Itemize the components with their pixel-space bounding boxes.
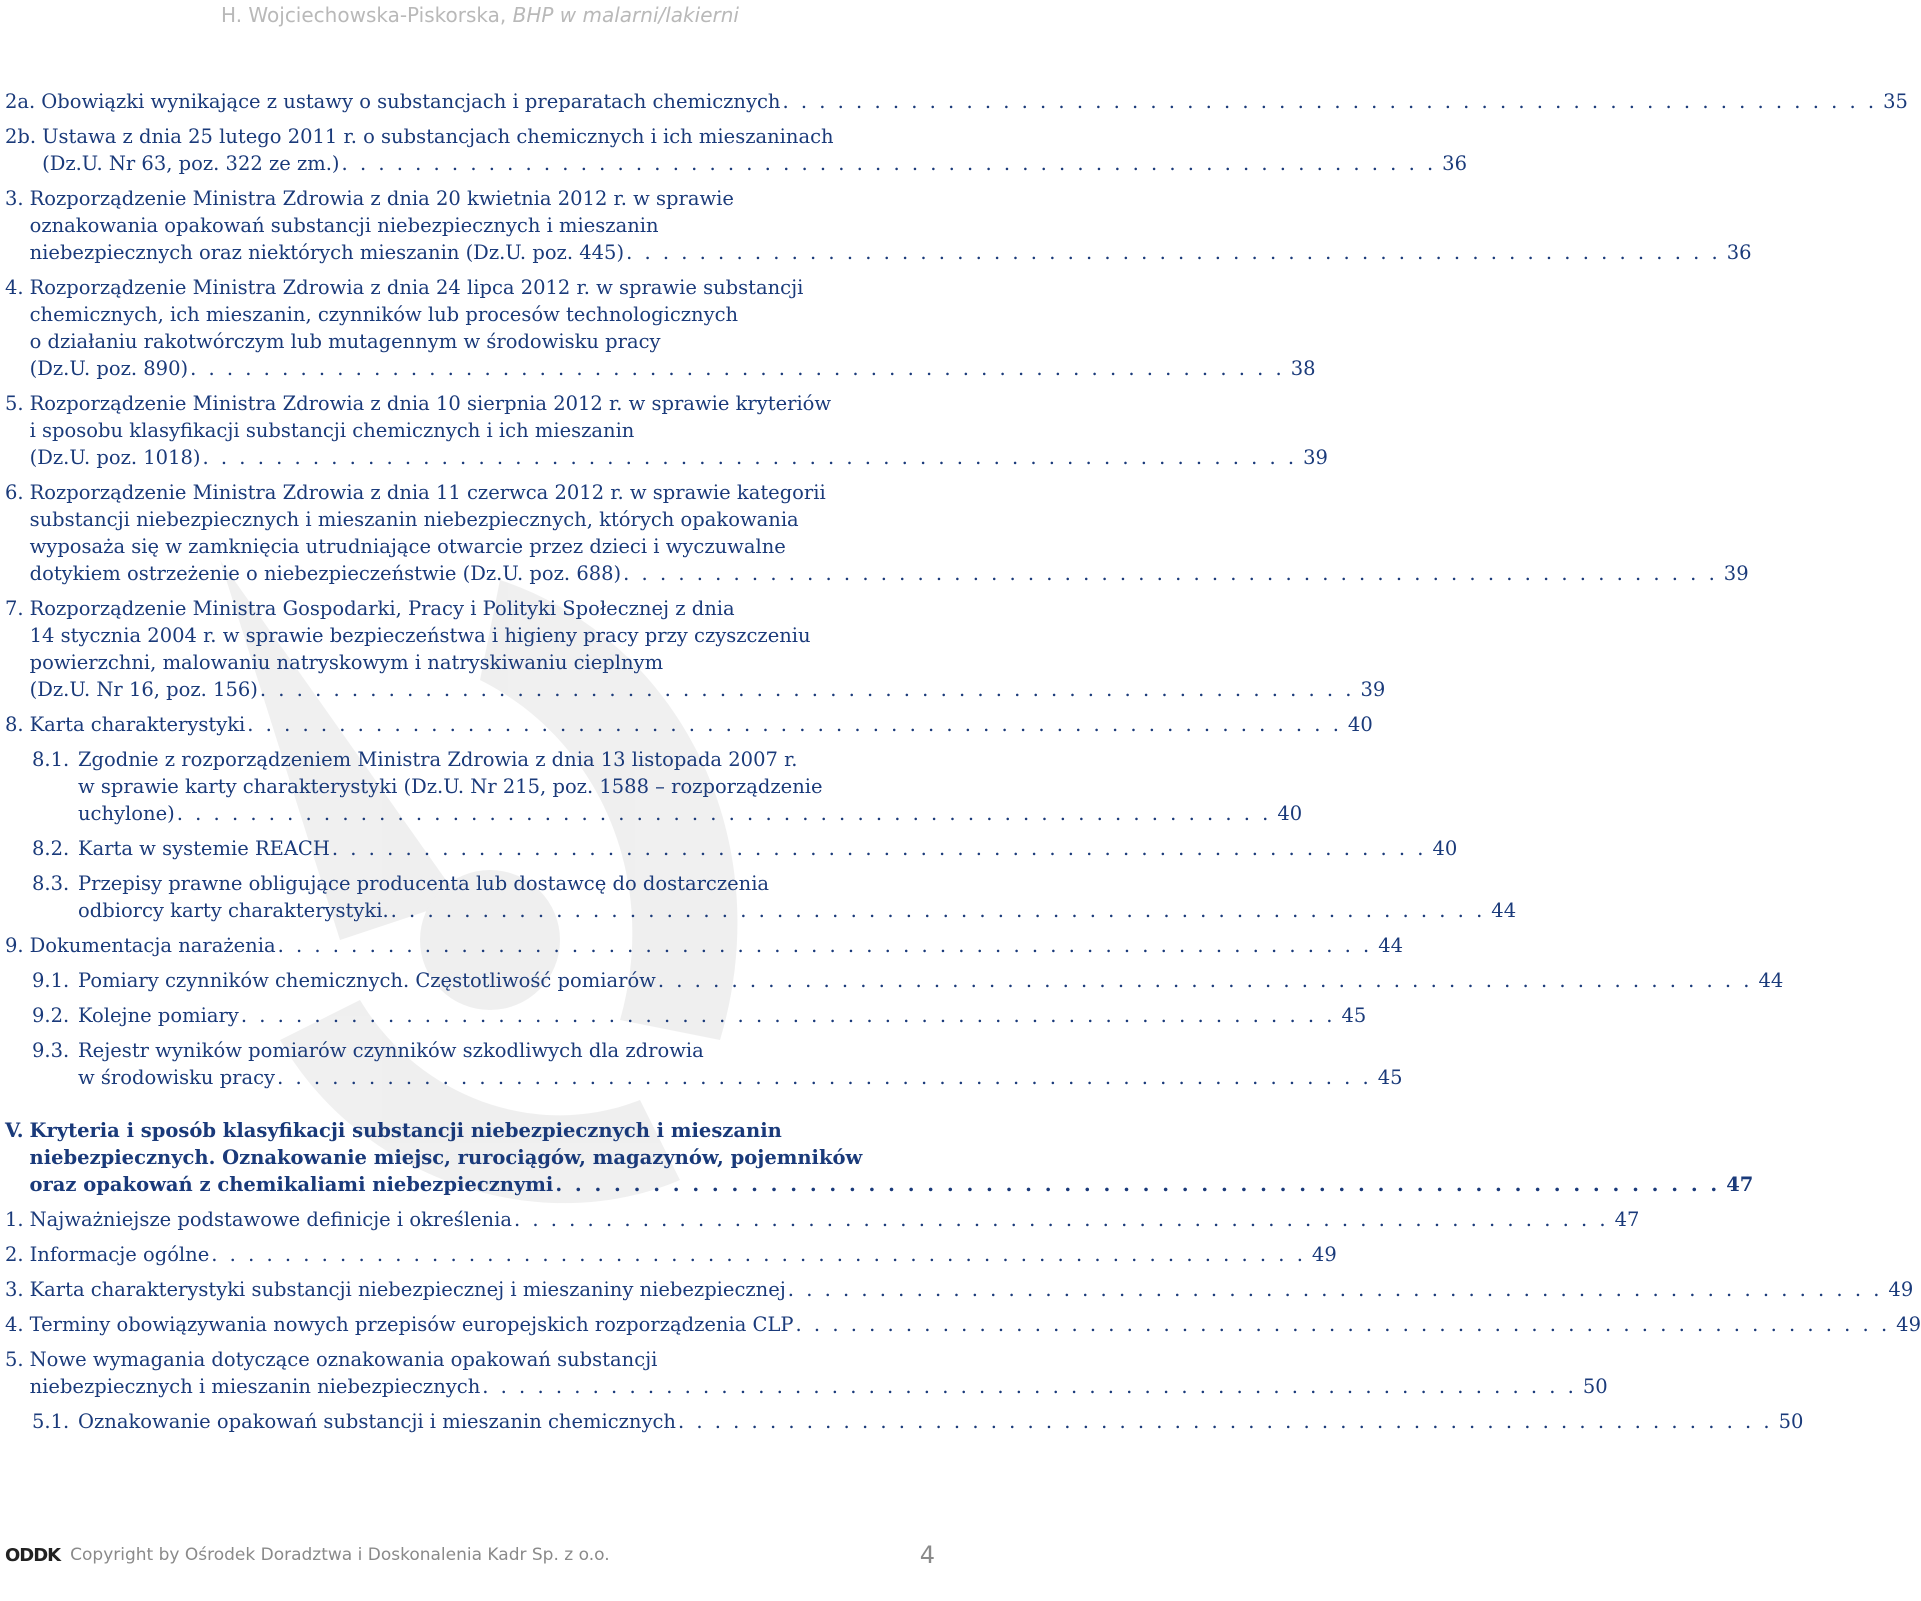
- toc-entry-last-line: [30, 676, 1386, 703]
- dot-leader: . . . . . . . . . . . . . . . . . . . . . . . . . . . . . . . . . . . . . . . . . . . . . . . . . . . . . . . . . . . .: [782, 90, 1878, 113]
- toc-entry-line: Rozporządzenie Ministra Gospodarki, Pracy i Polityki Społecznej z dnia: [29, 597, 735, 620]
- toc-entry: [0, 274, 1316, 382]
- toc-entry-title: (Dz.U. poz. 890): [29, 357, 189, 380]
- toc-entry-body: [72, 870, 1516, 924]
- toc-entry-page: 50: [1778, 1410, 1804, 1433]
- dot-leader: . . . . . . . . . . . . . . . . . . . . . . . . . . . . . . . . . . . . . . . . . . . . . . . . . . . . . . . . . . . .: [482, 1375, 1577, 1398]
- toc-entry-number: 1.: [5, 1208, 24, 1231]
- toc-entry-page: 39: [1303, 446, 1328, 469]
- toc-entry-last-line: [78, 967, 1783, 994]
- toc-entry: [0, 1241, 1337, 1268]
- toc-entry-body: [24, 1276, 1914, 1303]
- dot-leader: . . . . . . . . . . . . . . . . . . . . . . . . . . . . . . . . . . . . . . . . . . . . . . . . . . . . . . . . . . . .: [247, 713, 1342, 736]
- toc-entry-number: 6.: [5, 481, 24, 504]
- toc-entry-title: niebezpiecznych oraz niektórych mieszanin (Dz.U. poz. 445): [29, 241, 625, 264]
- toc-entry-title: Karta charakterystyki substancji niebezpiecznej i mieszaniny niebezpiecznej: [29, 1278, 786, 1301]
- toc-entry-last-line: [78, 1064, 1403, 1091]
- toc-entry-body: [24, 390, 1328, 471]
- toc-entry-page: 49: [1896, 1313, 1921, 1336]
- toc-entry-number: 5.: [5, 1348, 24, 1371]
- toc-entry-body: [24, 595, 1386, 703]
- toc-entry-last-line: [30, 1311, 1921, 1338]
- toc-entry-line: oznakowania opakowań substancji niebezpiecznych i mieszanin: [29, 214, 659, 237]
- table-of-contents: [0, 88, 1921, 1443]
- toc-entry-line: niebezpiecznych. Oznakowanie miejsc, rurociągów, magazynów, pojemników: [29, 1146, 863, 1169]
- toc-entry-last-line: [30, 444, 1328, 471]
- toc-entry-line: wyposaża się w zamknięcia utrudniające otwarcie przez dzieci i wyczuwalne: [29, 535, 786, 558]
- toc-entry-body: [24, 274, 1316, 382]
- toc-entry-page: 49: [1311, 1243, 1337, 1266]
- toc-entry-body: [72, 1037, 1403, 1091]
- toc-entry-page: 44: [1758, 969, 1784, 992]
- toc-entry-page: 44: [1491, 899, 1517, 922]
- toc-entry-number: 2b.: [5, 125, 37, 148]
- toc-entry-page: 47: [1726, 1173, 1754, 1196]
- toc-entry-last-line: [30, 560, 1749, 587]
- toc-entry-title: Terminy obowiązywania nowych przepisów europejskich rozporządzenia CLP: [29, 1313, 794, 1336]
- toc-entry-page: 49: [1888, 1278, 1914, 1301]
- toc-entry-title: (Dz.U. Nr 63, poz. 322 ze zm.): [42, 152, 340, 175]
- toc-entry-last-line: [78, 1408, 1803, 1435]
- toc-entry-line: Rozporządzenie Ministra Zdrowia z dnia 11 czerwca 2012 r. w sprawie kategorii: [29, 481, 826, 504]
- toc-entry: [0, 1206, 1640, 1233]
- dot-leader: . . . . . . . . . . . . . . . . . . . . . . . . . . . . . . . . . . . . . . . . . . . . . . . . . . . . . . . . . . . .: [331, 837, 1427, 860]
- toc-entry-title: Obowiązki wynikające z ustawy o substancjach i preparatach chemicznych: [41, 90, 781, 113]
- dot-leader: . . . . . . . . . . . . . . . . . . . . . . . . . . . . . . . . . . . . . . . . . . . . . . . . . . . . . . . . . . . .: [787, 1278, 1883, 1301]
- toc-entry-line: w sprawie karty charakterystyki (Dz.U. Nr 215, poz. 1588 – rozporządzenie: [78, 775, 823, 798]
- running-header: [0, 0, 960, 30]
- toc-entry-line: Rejestr wyników pomiarów czynników szkodliwych dla zdrowia: [78, 1039, 704, 1062]
- toc-entry-number: 9.1.: [32, 969, 70, 992]
- toc-entry-body: [24, 1206, 1640, 1233]
- toc-entry-body: [72, 746, 1302, 827]
- toc-entry-number: 2a.: [5, 90, 36, 113]
- toc-entry-line: Ustawa z dnia 25 lutego 2011 r. o substancjach chemicznych i ich mieszaninach: [42, 125, 834, 148]
- publisher-logo: ODDK: [5, 1544, 61, 1566]
- toc-entry: [0, 746, 1303, 827]
- toc-entry-title: (Dz.U. poz. 1018): [29, 446, 201, 469]
- toc-entry-title: (Dz.U. Nr 16, poz. 156): [29, 678, 258, 701]
- toc-entry-number: 2.: [5, 1243, 24, 1266]
- toc-entry-page: 40: [1432, 837, 1458, 860]
- toc-entry-title: odbiorcy karty charakterystyki.: [78, 899, 389, 922]
- toc-entry-number: 8.3.: [32, 872, 70, 895]
- toc-entry-title: Karta w systemie REACH: [78, 837, 330, 860]
- toc-entry-page: 36: [1726, 241, 1752, 264]
- toc-entry-page: 39: [1723, 562, 1749, 585]
- dot-leader: . . . . . . . . . . . . . . . . . . . . . . . . . . . . . . . . . . . . . . . . . . . . . . . . . . . . . . . . . . . .: [555, 1173, 1721, 1196]
- dot-leader: . . . . . . . . . . . . . . . . . . . . . . . . . . . . . . . . . . . . . . . . . . . . . . . . . . . . . . . . . . . .: [513, 1208, 1609, 1231]
- toc-entry-body: [24, 711, 1373, 738]
- toc-entry-line: 14 stycznia 2004 r. w sprawie bezpieczeństwa i higieny pracy przy czyszczeniu: [29, 624, 811, 647]
- toc-entry: [0, 1002, 1367, 1029]
- toc-entry-title: oraz opakowań z chemikaliami niebezpiecznymi: [29, 1173, 554, 1196]
- toc-entry: [0, 1276, 1914, 1303]
- toc-entry-page: 45: [1341, 1004, 1367, 1027]
- toc-entry-line: Zgodnie z rozporządzeniem Ministra Zdrowia z dnia 13 listopada 2007 r.: [78, 748, 798, 771]
- toc-entry-title: Pomiary czynników chemicznych. Częstotliwość pomiarów: [78, 969, 656, 992]
- toc-entry-page: 47: [1614, 1208, 1640, 1231]
- toc-entry-line: Rozporządzenie Ministra Zdrowia z dnia 10 sierpnia 2012 r. w sprawie kryteriów: [29, 392, 832, 415]
- toc-entry-body: [72, 1408, 1803, 1435]
- toc-entry-title: uchylone): [78, 802, 175, 825]
- toc-entry-line: powierzchni, malowaniu natryskowym i natryskiwaniu cieplnym: [29, 651, 664, 674]
- dot-leader: . . . . . . . . . . . . . . . . . . . . . . . . . . . . . . . . . . . . . . . . . . . . . . . . . . . . . . . . . . . .: [623, 562, 1718, 585]
- toc-entry-body: [24, 932, 1403, 959]
- toc-entry-body: [24, 1311, 1921, 1338]
- toc-entry-number: 3.: [5, 187, 24, 210]
- toc-entry-body: [24, 1117, 1754, 1198]
- toc-entry-body: [72, 967, 1783, 994]
- toc-entry-page: 50: [1582, 1375, 1608, 1398]
- toc-entry-page: 40: [1347, 713, 1373, 736]
- toc-entry-last-line: [30, 1276, 1914, 1303]
- toc-entry: [0, 967, 1784, 994]
- dot-leader: . . . . . . . . . . . . . . . . . . . . . . . . . . . . . . . . . . . . . . . . . . . . . . . . . . . . . . . . . . . .: [277, 1066, 1372, 1089]
- toc-entry: [0, 123, 1467, 177]
- toc-entry: [0, 185, 1752, 266]
- toc-entry-number: V.: [5, 1119, 24, 1142]
- toc-entry-number: 8.2.: [32, 837, 70, 860]
- toc-entry-line: substancji niebezpiecznych i mieszanin niebezpiecznych, których opakowania: [29, 508, 799, 531]
- toc-entry-title: niebezpiecznych i mieszanin niebezpiecznych: [29, 1375, 481, 1398]
- page-footer: [5, 1538, 935, 1572]
- toc-entry-last-line: [30, 932, 1403, 959]
- toc-entry-last-line: [30, 1206, 1640, 1233]
- toc-entry: [0, 870, 1517, 924]
- toc-entry-page: 38: [1290, 357, 1316, 380]
- toc-entry-body: [36, 123, 1467, 177]
- toc-entry-last-line: [78, 897, 1516, 924]
- toc-entry-title: Oznakowanie opakowań substancji i mieszanin chemicznych: [78, 1410, 676, 1433]
- toc-entry-page: 40: [1277, 802, 1303, 825]
- toc-entry-body: [24, 1241, 1337, 1268]
- dot-leader: . . . . . . . . . . . . . . . . . . . . . . . . . . . . . . . . . . . . . . . . . . . . . . . . . . . . . . . . . . . .: [795, 1313, 1891, 1336]
- toc-entry-number: 8.: [5, 713, 24, 736]
- toc-entry-title: Karta charakterystyki: [29, 713, 246, 736]
- toc-entry-line: Rozporządzenie Ministra Zdrowia z dnia 20 kwietnia 2012 r. w sprawie: [29, 187, 734, 210]
- toc-entry: [0, 835, 1458, 862]
- toc-entry-number: 5.: [5, 392, 24, 415]
- toc-entry-page: 39: [1360, 678, 1386, 701]
- toc-entry-page: 35: [1883, 90, 1908, 113]
- toc-entry-body: [24, 1346, 1608, 1400]
- dot-leader: . . . . . . . . . . . . . . . . . . . . . . . . . . . . . . . . . . . . . . . . . . . . . . . . . . . . . . . . . . . .: [277, 934, 1373, 957]
- dot-leader: . . . . . . . . . . . . . . . . . . . . . . . . . . . . . . . . . . . . . . . . . . . . . . . . . . . . . . . . . . . .: [259, 678, 1355, 701]
- dot-leader: . . . . . . . . . . . . . . . . . . . . . . . . . . . . . . . . . . . . . . . . . . . . . . . . . . . . . . . . . . . .: [202, 446, 1298, 469]
- toc-entry-line: chemicznych, ich mieszanin, czynników lub procesów technologicznych: [29, 303, 739, 326]
- toc-entry-line: o działaniu rakotwórczym lub mutagennym w środowisku pracy: [29, 330, 661, 353]
- toc-entry-number: 4.: [5, 1313, 24, 1336]
- header-book-title: BHP w malarni/lakierni: [512, 3, 739, 27]
- toc-entry: [0, 932, 1404, 959]
- header-author: H. Wojciechowska-Piskorska,: [221, 3, 513, 27]
- toc-entry-body: [35, 88, 1908, 115]
- toc-entry-body: [72, 1002, 1366, 1029]
- toc-entry-line: Kryteria i sposób klasyfikacji substancji niebezpiecznych i mieszanin: [29, 1119, 782, 1142]
- toc-entry-last-line: [78, 1002, 1366, 1029]
- toc-entry-line: Przepisy prawne obligujące producenta lub dostawcę do dostarczenia: [78, 872, 770, 895]
- toc-entry-last-line: [30, 239, 1752, 266]
- toc-entry-body: [24, 185, 1752, 266]
- toc-entry-title: Informacje ogólne: [29, 1243, 210, 1266]
- copyright-notice: Copyright by Ośrodek Doradztwa i Doskonalenia Kadr Sp. z o.o.: [70, 1545, 610, 1565]
- toc-entry-last-line: [30, 355, 1316, 382]
- toc-entry-last-line: [42, 150, 1467, 177]
- toc-entry-page: 44: [1378, 934, 1404, 957]
- toc-entry: [0, 595, 1386, 703]
- dot-leader: . . . . . . . . . . . . . . . . . . . . . . . . . . . . . . . . . . . . . . . . . . . . . . . . . . . . . . . . . . . .: [240, 1004, 1336, 1027]
- dot-leader: . . . . . . . . . . . . . . . . . . . . . . . . . . . . . . . . . . . . . . . . . . . . . . . . . . . . . . . . . . . .: [390, 899, 1486, 922]
- dot-leader: . . . . . . . . . . . . . . . . . . . . . . . . . . . . . . . . . . . . . . . . . . . . . . . . . . . . . . . . . . . .: [341, 152, 1437, 175]
- dot-leader: . . . . . . . . . . . . . . . . . . . . . . . . . . . . . . . . . . . . . . . . . . . . . . . . . . . . . . . . . . . .: [176, 802, 1272, 825]
- toc-entry-last-line: [41, 88, 1908, 115]
- toc-entry-number: 9.3.: [32, 1039, 70, 1062]
- toc-entry-title: dotykiem ostrzeżenie o niebezpieczeństwie (Dz.U. poz. 688): [29, 562, 622, 585]
- toc-entry-body: [24, 479, 1749, 587]
- toc-entry: [0, 1346, 1608, 1400]
- toc-entry-title: w środowisku pracy: [78, 1066, 276, 1089]
- toc-entry-title: Kolejne pomiary: [78, 1004, 239, 1027]
- toc-entry-title: Dokumentacja narażenia: [29, 934, 276, 957]
- toc-entry-last-line: [30, 1373, 1608, 1400]
- toc-entry-number: 4.: [5, 276, 24, 299]
- toc-entry-title: Najważniejsze podstawowe definicje i określenia: [29, 1208, 512, 1231]
- toc-entry-last-line: [30, 1241, 1337, 1268]
- toc-entry-page: 45: [1377, 1066, 1403, 1089]
- toc-entry-line: Rozporządzenie Ministra Zdrowia z dnia 24 lipca 2012 r. w sprawie substancji: [29, 276, 804, 299]
- toc-entry-number: 8.1.: [32, 748, 70, 771]
- toc-entry-number: 7.: [5, 597, 24, 620]
- toc-entry-body: [72, 835, 1457, 862]
- dot-leader: . . . . . . . . . . . . . . . . . . . . . . . . . . . . . . . . . . . . . . . . . . . . . . . . . . . . . . . . . . . .: [657, 969, 1753, 992]
- dot-leader: . . . . . . . . . . . . . . . . . . . . . . . . . . . . . . . . . . . . . . . . . . . . . . . . . . . . . . . . . . . .: [626, 241, 1721, 264]
- toc-entry-last-line: [30, 1171, 1754, 1198]
- dot-leader: . . . . . . . . . . . . . . . . . . . . . . . . . . . . . . . . . . . . . . . . . . . . . . . . . . . . . . . . . . . .: [211, 1243, 1306, 1266]
- toc-entry-last-line: [30, 711, 1373, 738]
- toc-entry-number: 5.1.: [32, 1410, 70, 1433]
- toc-entry-last-line: [78, 835, 1457, 862]
- toc-entry: [0, 711, 1373, 738]
- toc-entry: [0, 479, 1749, 587]
- toc-entry-line: i sposobu klasyfikacji substancji chemicznych i ich mieszanin: [29, 419, 635, 442]
- toc-entry-number: 9.2.: [32, 1004, 70, 1027]
- toc-entry: [0, 88, 1908, 115]
- toc-entry: [0, 1311, 1921, 1338]
- dot-leader: . . . . . . . . . . . . . . . . . . . . . . . . . . . . . . . . . . . . . . . . . . . . . . . . . . . . . . . . . . . .: [677, 1410, 1773, 1433]
- dot-leader: . . . . . . . . . . . . . . . . . . . . . . . . . . . . . . . . . . . . . . . . . . . . . . . . . . . . . . . . . . . .: [190, 357, 1285, 380]
- toc-entry: [0, 1117, 1754, 1198]
- page-number: 4: [919, 1541, 935, 1569]
- toc-entry-line: Nowe wymagania dotyczące oznakowania opakowań substancji: [29, 1348, 658, 1371]
- toc-entry-number: 3.: [5, 1278, 24, 1301]
- toc-entry: [0, 1037, 1403, 1091]
- toc-entry-last-line: [78, 800, 1302, 827]
- toc-entry-number: 9.: [5, 934, 24, 957]
- toc-entry: [0, 1408, 1804, 1435]
- toc-entry: [0, 390, 1328, 471]
- toc-entry-page: 36: [1442, 152, 1467, 175]
